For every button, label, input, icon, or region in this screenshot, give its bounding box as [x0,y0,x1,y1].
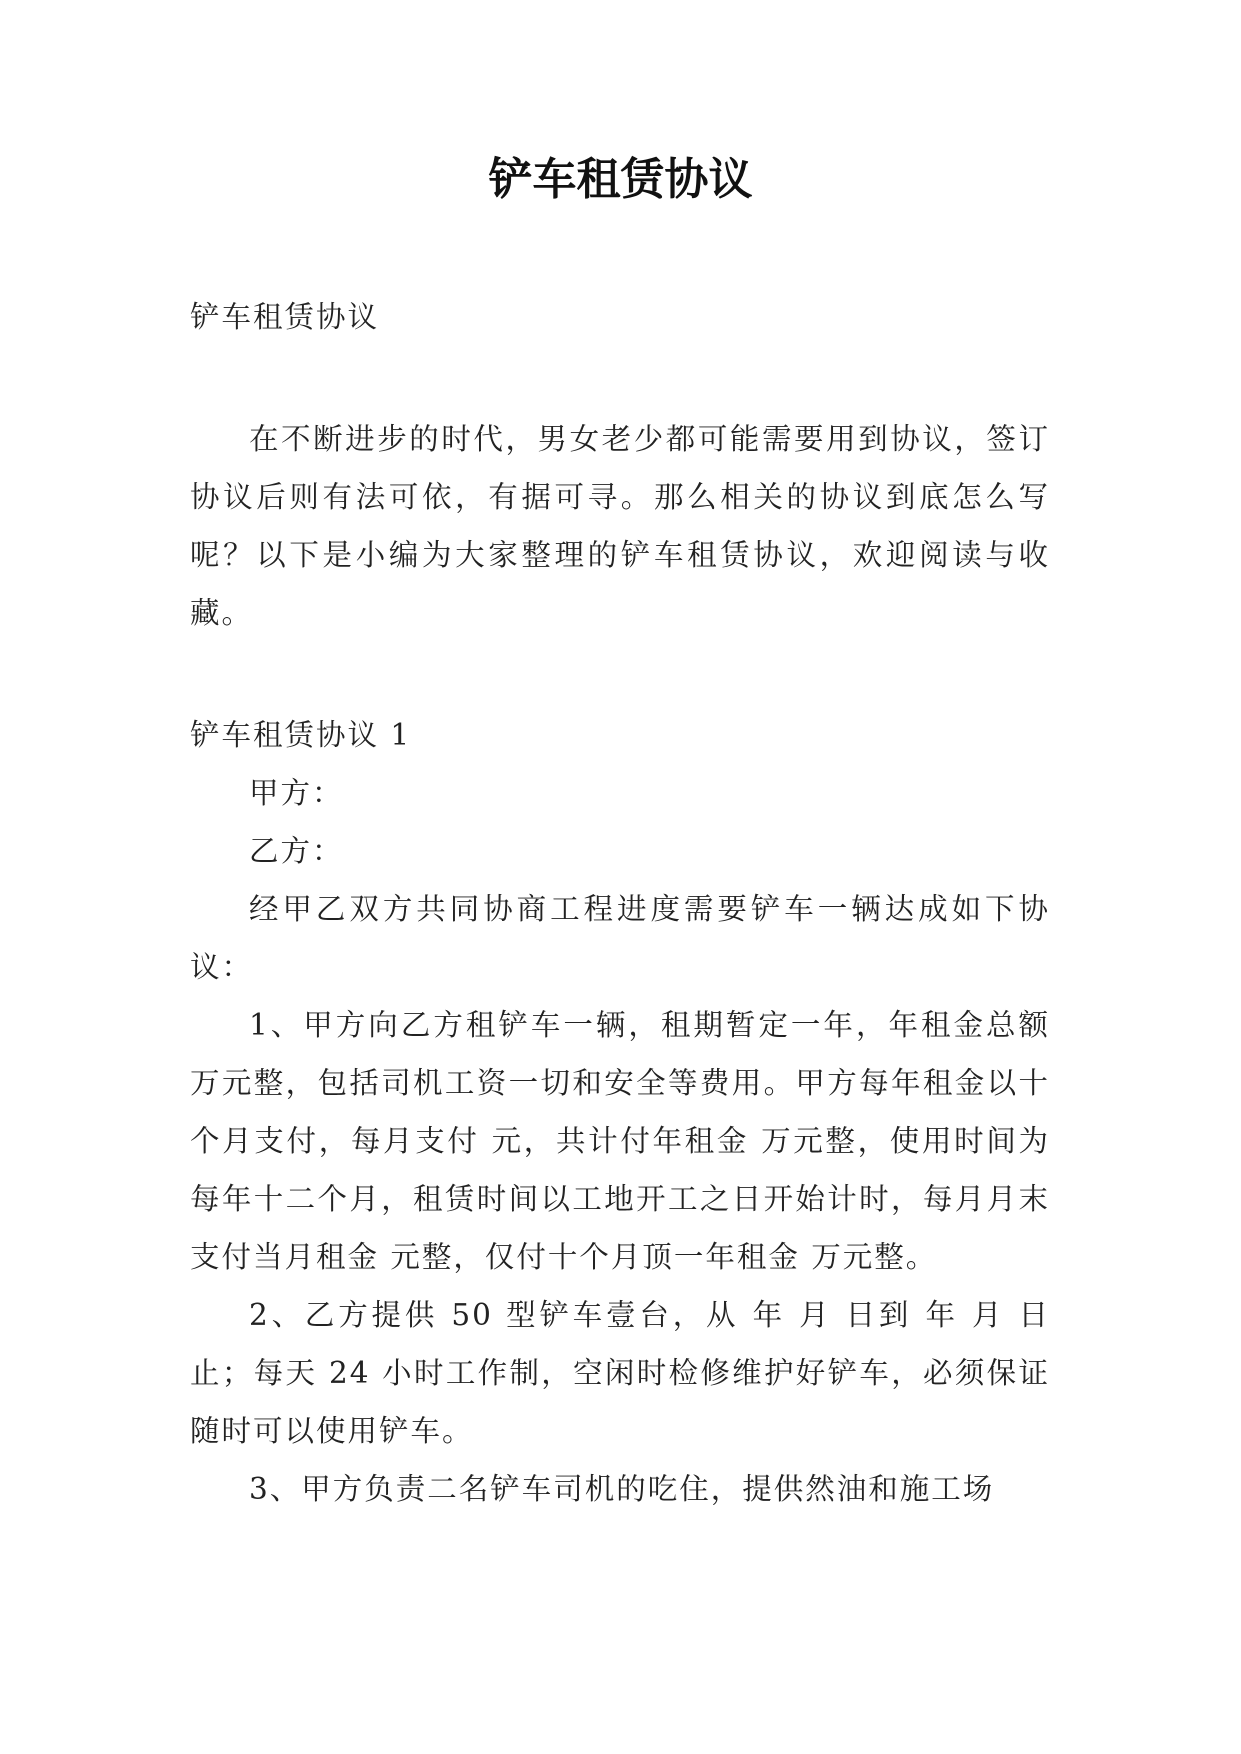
party-b-line: 乙方： [249,834,344,868]
clause-paragraph-2: 2、乙方提供 50 型铲车壹台，从 年 月 日到 年 月 日止；每天 24 小时工作制，空闲时检修维护好铲车，必须保证随时可以使用铲车。 [190,1298,1050,1448]
clause-paragraph-3: 3、甲方负责二名铲车司机的吃住，提供然油和施工场 [249,1472,995,1506]
clause-paragraph-1: 1、甲方向乙方租铲车一辆，租期暂定一年，年租金总额万元整，包括司机工资一切和安全等费用。甲方每年租金以十个月支付，每月支付 元，共计付年租金 万元整，使用时间为每年十二个月，租赁时间以工地开工之日开始计时，每月月末支付当月租金 元整，仅付十个月顶一年租金 万元整。 [190,1008,1050,1274]
preamble-paragraph: 经甲乙双方共同协商工程进度需要铲车一辆达成如下协议： [190,892,1050,984]
intro-paragraph: 在不断进步的时代，男女老少都可能需要用到协议，签订协议后则有法可依，有据可寻。那么相关的协议到底怎么写呢？以下是小编为大家整理的铲车租赁协议，欢迎阅读与收藏。 [190,422,1050,630]
document-title: 铲车租赁协议 [488,154,753,205]
document-body [190,288,1050,1518]
section-heading: 铲车租赁协议 1 [190,718,412,752]
document-subtitle: 铲车租赁协议 [190,300,380,334]
party-a-line: 甲方： [249,776,344,810]
